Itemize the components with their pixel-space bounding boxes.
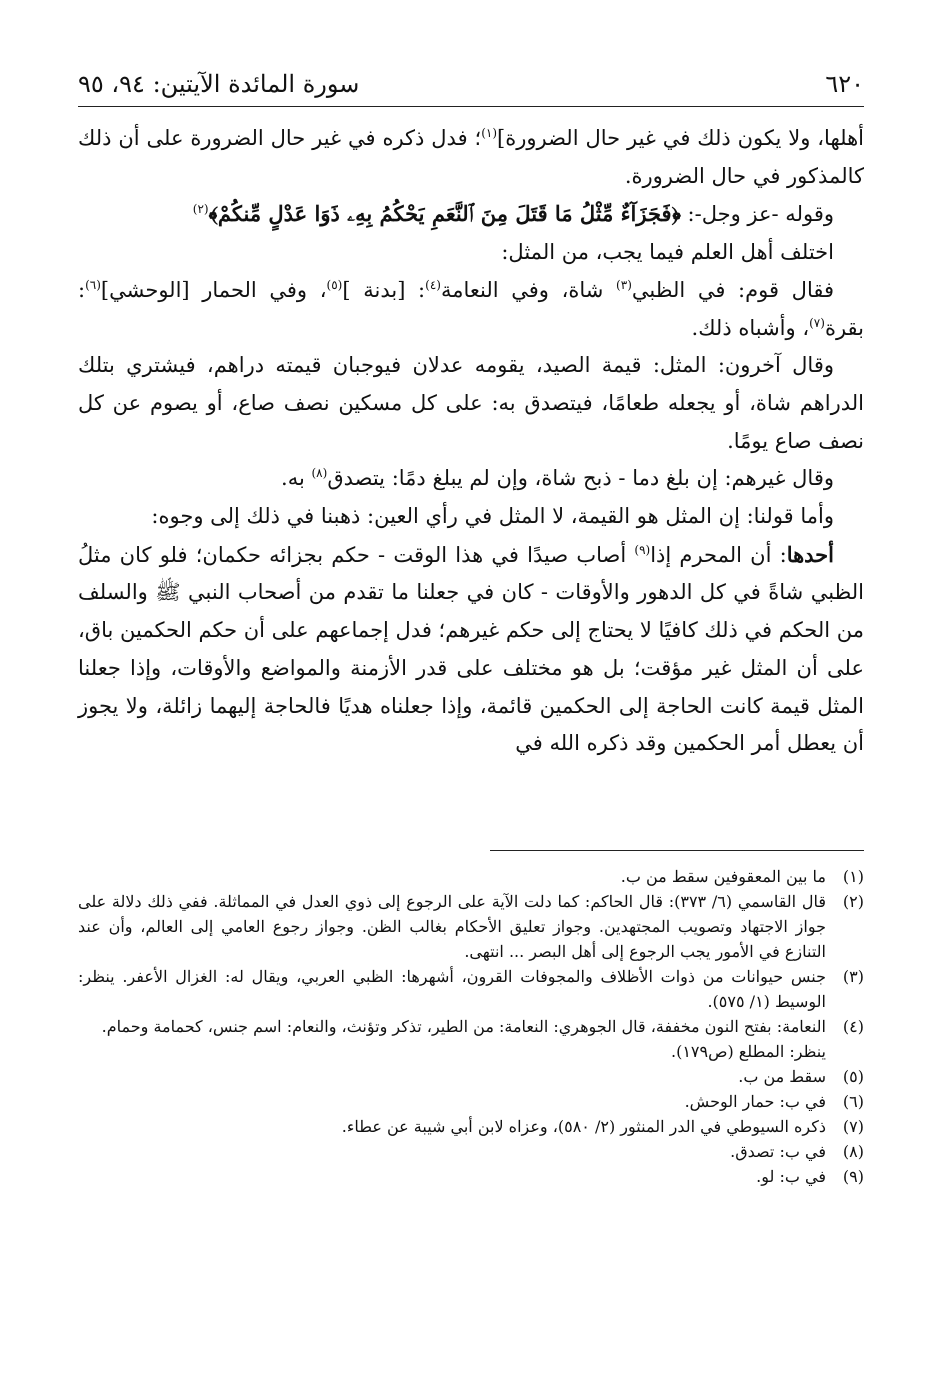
footnote-7 (78, 1114, 864, 1139)
footnote-text: ما بين المعقوفين سقط من ب. (620, 867, 826, 886)
running-title: سورة المائدة الآيتين: ٩٤، ٩٥ (78, 70, 360, 98)
main-text (78, 120, 864, 763)
footnote-number: (٥) (842, 1067, 864, 1086)
text-run: فقال قوم: في الظبي (631, 277, 834, 302)
footnote-text: في ب: لو. (756, 1167, 826, 1186)
paragraph-1 (78, 120, 864, 195)
footnote-text: في ب: تصدق. (730, 1142, 826, 1161)
footnote-ref-1[interactable]: (١) (481, 126, 498, 140)
footnote-text: ينظر: المطلع (ص١٧٩). (671, 1042, 826, 1061)
footnote-ref-2[interactable]: (٢) (192, 202, 209, 217)
footnote-ref-7[interactable]: (٧) (809, 315, 825, 330)
text-run: : [بدنة ] (342, 277, 426, 302)
footnote-2 (78, 889, 864, 964)
footnote-text: جنس حيوانات من ذوات الأظلاف والمجوفات القرون، أشهرها: الظبي العربي، ويقال له: الغزال الأعفر. ينظر: الوسيط (١/ ٥٧٥). (78, 967, 826, 1011)
paragraph-3: اختلف أهل العلم فيما يجب، من المثل: (501, 240, 834, 265)
text-run: أهلها، ولا يكون ذلك في غير حال الضرورة] (497, 126, 864, 150)
paragraph-5: وقال آخرون: المثل: قيمة الصيد، يقومه عدلان فيوجبان قيمته دراهم، فيشتري بتلك الدراهم شاة، أو يجعله طعامًا، فيتصدق به: على كل مسكين نصف صاع، أو يصوم عن كل نصف صاع يومًا. (78, 353, 864, 453)
footnote-ref-3[interactable]: (٣) (616, 277, 632, 292)
text-run: وقال غيرهم: إن بلغ دما - ذبح شاة، وإن لم يبلغ دمًا: يتصدق (327, 466, 834, 491)
footnote-3 (78, 964, 864, 1014)
footnote-number: (٤) (842, 1017, 864, 1036)
footnote-4 (78, 1014, 864, 1064)
footnote-text: النعامة: بفتح النون مخففة، قال الجوهري: النعامة: من الطير، تذكر وتؤنث، والنعام: اسم جنس، كحمامة وحمام. (101, 1017, 826, 1036)
footnote-number: (٦) (842, 1092, 864, 1111)
first-point-heading: أحدها (786, 541, 834, 567)
footnote-1 (78, 864, 864, 889)
footnote-text: في ب: حمار الوحش. (684, 1092, 826, 1111)
footnote-text: ذكره السيوطي في الدر المنثور (٢/ ٥٨٠)، وعزاه لابن أبي شيبة عن عطاء. (341, 1117, 826, 1136)
quran-verse: ﴿فَجَزَآءٌ مِّثْلُ مَا قَتَلَ مِنَ ٱلنَّعَمِ يَحْكُمُ بِهِۦ ذَوَا عَدْلٍ مِّنكُمْ﴾ (208, 201, 681, 227)
text-run: شاة، وفي النعامة (440, 277, 617, 302)
text-run: به. (281, 466, 312, 491)
text-run: ، وفي الحمار [الوحشي] (100, 277, 327, 302)
footnote-number: (٢) (842, 892, 864, 911)
text-run: : بقرة (78, 277, 864, 340)
text-run: أصاب صيدًا في هذا الوقت - حكم بجزائه حكمان؛ فلو كان مثلُ الظبي شاةً في كل الدهور والأوقات - كان في جعلنا ما تقدم من أصحاب النبي ﷺ والسلف من الحكم في ذلك كافيًا لا يحتاج إلى حكم غيرهم؛ فدل إجماعهم على أن حكم الحكمين باق، على أن المثل غير مؤقت؛ بل هو مختلف على قدر الأزمنة والمواضع والأوقات، وإذا جعلنا المثل قيمة كانت الحاجة إلى الحكمين قائمة، وإذا جعلناه هديًا فالحاجة إليهما زائلة، ولا يجوز أن يعطل أمر الحكمين وقد ذكره الله في (78, 542, 864, 756)
footnote-rule (490, 850, 864, 851)
footnote-number: (٩) (842, 1167, 864, 1186)
footnote-text: سقط من ب. (738, 1067, 826, 1086)
footnote-number: (١) (842, 867, 864, 886)
footnote-ref-9[interactable]: (٩) (634, 542, 651, 557)
footnote-5 (78, 1064, 864, 1089)
page-header (78, 58, 864, 98)
paragraph-6 (78, 460, 864, 498)
page-number: ٦٢٠ (825, 70, 864, 98)
footnote-ref-6[interactable]: (٦) (85, 277, 101, 292)
footnote-6 (78, 1089, 864, 1114)
footnotes (78, 864, 864, 1189)
paragraph-7: وأما قولنا: إن المثل هو القيمة، لا المثل في رأي العين: ذهبنا في ذلك إلى وجوه: (151, 504, 834, 529)
text-run: ، وأشباه ذلك. (691, 315, 810, 340)
footnote-ref-4[interactable]: (٤) (425, 277, 441, 292)
text-run: : أن المحرم إذا (650, 542, 787, 567)
text-run: ؛ فدل ذكره في غير حال الضرورة على أن ذلك كالمذكور في حال الضرورة. (78, 126, 864, 188)
header-rule (78, 106, 864, 107)
footnote-number: (٨) (842, 1142, 864, 1161)
footnote-9 (78, 1164, 864, 1189)
paragraph-8 (78, 536, 864, 763)
footnote-number: (٧) (842, 1117, 864, 1136)
footnote-8 (78, 1139, 864, 1164)
footnote-text: قال القاسمي (٦/ ٣٧٣): قال الحاكم: كما دلت الآية على الرجوع إلى ذوي العدل في المماثلة. ففي ذلك دلالة على جواز الاجتهاد وتصويب المجتهدين. وجواز تعليق الأحكام بغالب الظن. وجواز رجوع العامي إلى العالم، وأن عند التنازع في الأمور يجب الرجوع إلى أهل البصر ... انتهى. (78, 892, 826, 961)
text-run: وقوله -عز وجل-: (680, 202, 834, 227)
paragraph-4 (78, 272, 864, 347)
paragraph-2 (78, 195, 864, 234)
footnote-number: (٣) (842, 967, 864, 986)
footnote-ref-5[interactable]: (٥) (326, 277, 343, 292)
footnote-ref-8[interactable]: (٨) (311, 466, 328, 481)
